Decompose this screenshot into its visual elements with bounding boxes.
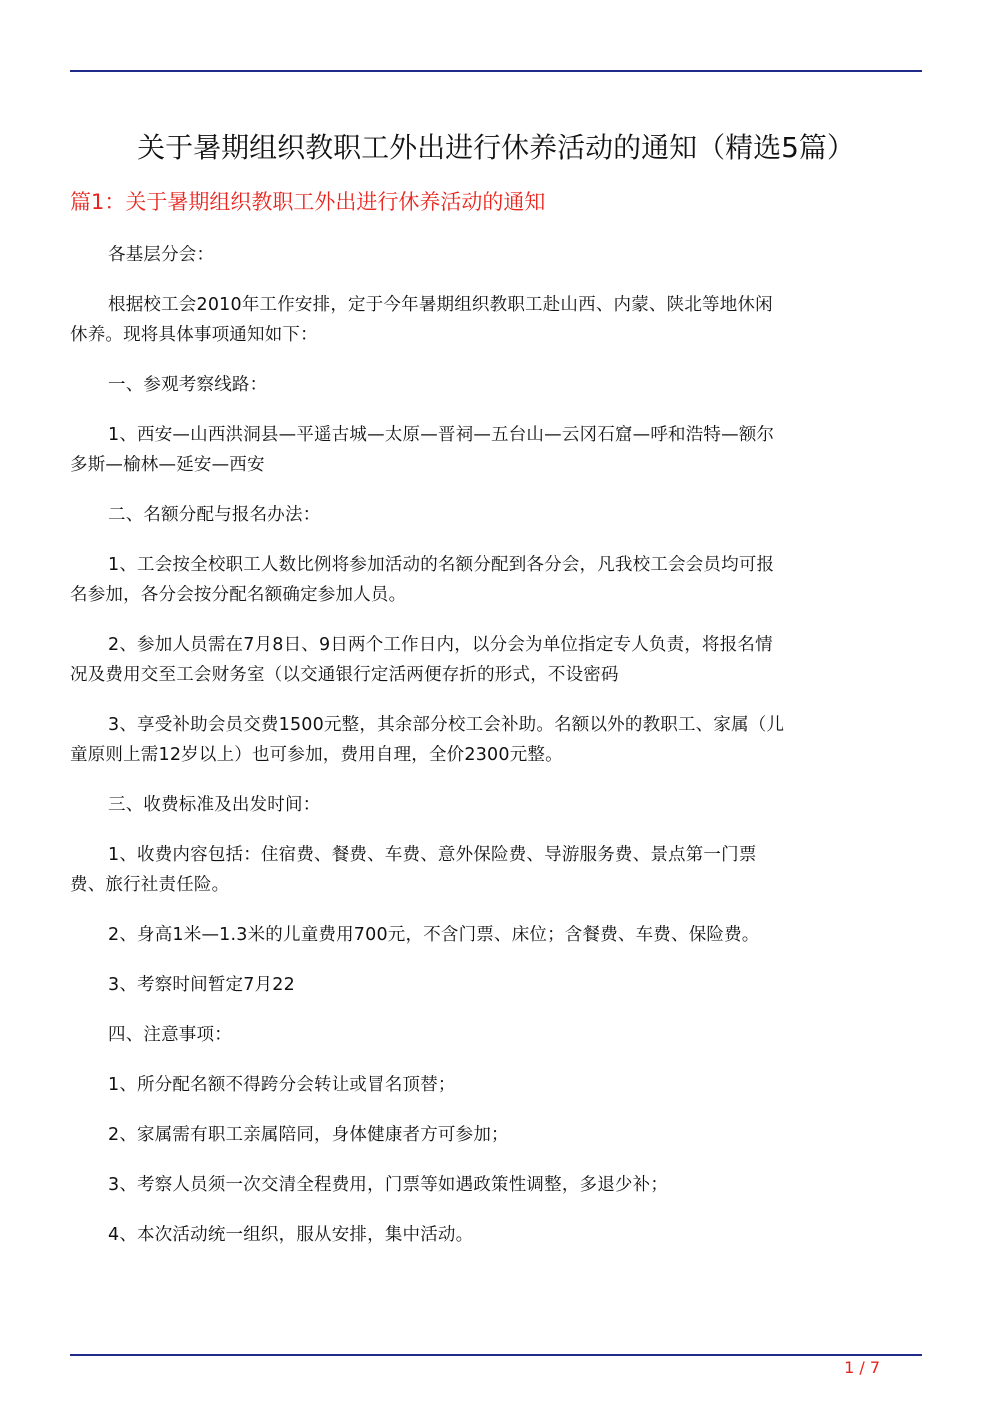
section-label: 一、参观考察线路：	[108, 375, 268, 395]
document-body	[70, 240, 790, 1270]
paragraph-salutation: 各基层分会：	[108, 245, 215, 265]
section-heading: 篇1：关于暑期组织教职工外出进行休养活动的通知	[70, 190, 546, 214]
paragraph: 3、享受补助会员交费1500元整，其余部分校工会补助。名额以外的教职工、家属（儿童原则上需12岁以上）也可参加，费用自理，全价2300元整。	[70, 715, 785, 765]
paragraph: 1、所分配名额不得跨分会转让或冒名顶替；	[108, 1075, 456, 1095]
header-rule	[70, 70, 922, 72]
paragraph: 1、收费内容包括：住宿费、餐费、车费、意外保险费、导游服务费、景点第一门票费、旅行社责任险。	[70, 845, 757, 895]
paragraph: 3、考察人员须一次交清全程费用，门票等如遇政策性调整，多退少补；	[108, 1175, 669, 1195]
section-label: 三、收费标准及出发时间：	[108, 795, 321, 815]
footer-rule	[70, 1354, 922, 1356]
paragraph: 2、参加人员需在7月8日、9日两个工作日内，以分会为单位指定专人负责，将报名情况及费用交至工会财务室（以交通银行定活两便存折的形式，不设密码	[70, 635, 773, 685]
page-indicator: 1 / 7	[844, 1358, 880, 1377]
paragraph: 1、西安—山西洪洞县—平遥古城—太原—晋祠—五台山—云冈石窟—呼和浩特—额尔多斯—榆林—延安—西安	[70, 425, 775, 475]
paragraph: 1、工会按全校职工人数比例将参加活动的名额分配到各分会，凡我校工会会员均可报名参加，各分会按分配名额确定参加人员。	[70, 555, 775, 605]
section-label: 二、名额分配与报名办法：	[108, 505, 321, 525]
section-label: 四、注意事项：	[108, 1025, 232, 1045]
paragraph: 4、本次活动统一组织，服从安排，集中活动。	[108, 1225, 474, 1245]
paragraph: 2、身高1米—1.3米的儿童费用700元，不含门票、床位；含餐费、车费、保险费。	[108, 925, 760, 945]
paragraph: 2、家属需有职工亲属陪同，身体健康者方可参加；	[108, 1125, 509, 1145]
document-title: 关于暑期组织教职工外出进行休养活动的通知（精选5篇）	[137, 131, 855, 164]
paragraph: 根据校工会2010年工作安排，定于今年暑期组织教职工赴山西、内蒙、陕北等地休闲休养。现将具体事项通知如下：	[70, 295, 773, 345]
paragraph: 3、考察时间暂定7月22	[108, 975, 295, 995]
